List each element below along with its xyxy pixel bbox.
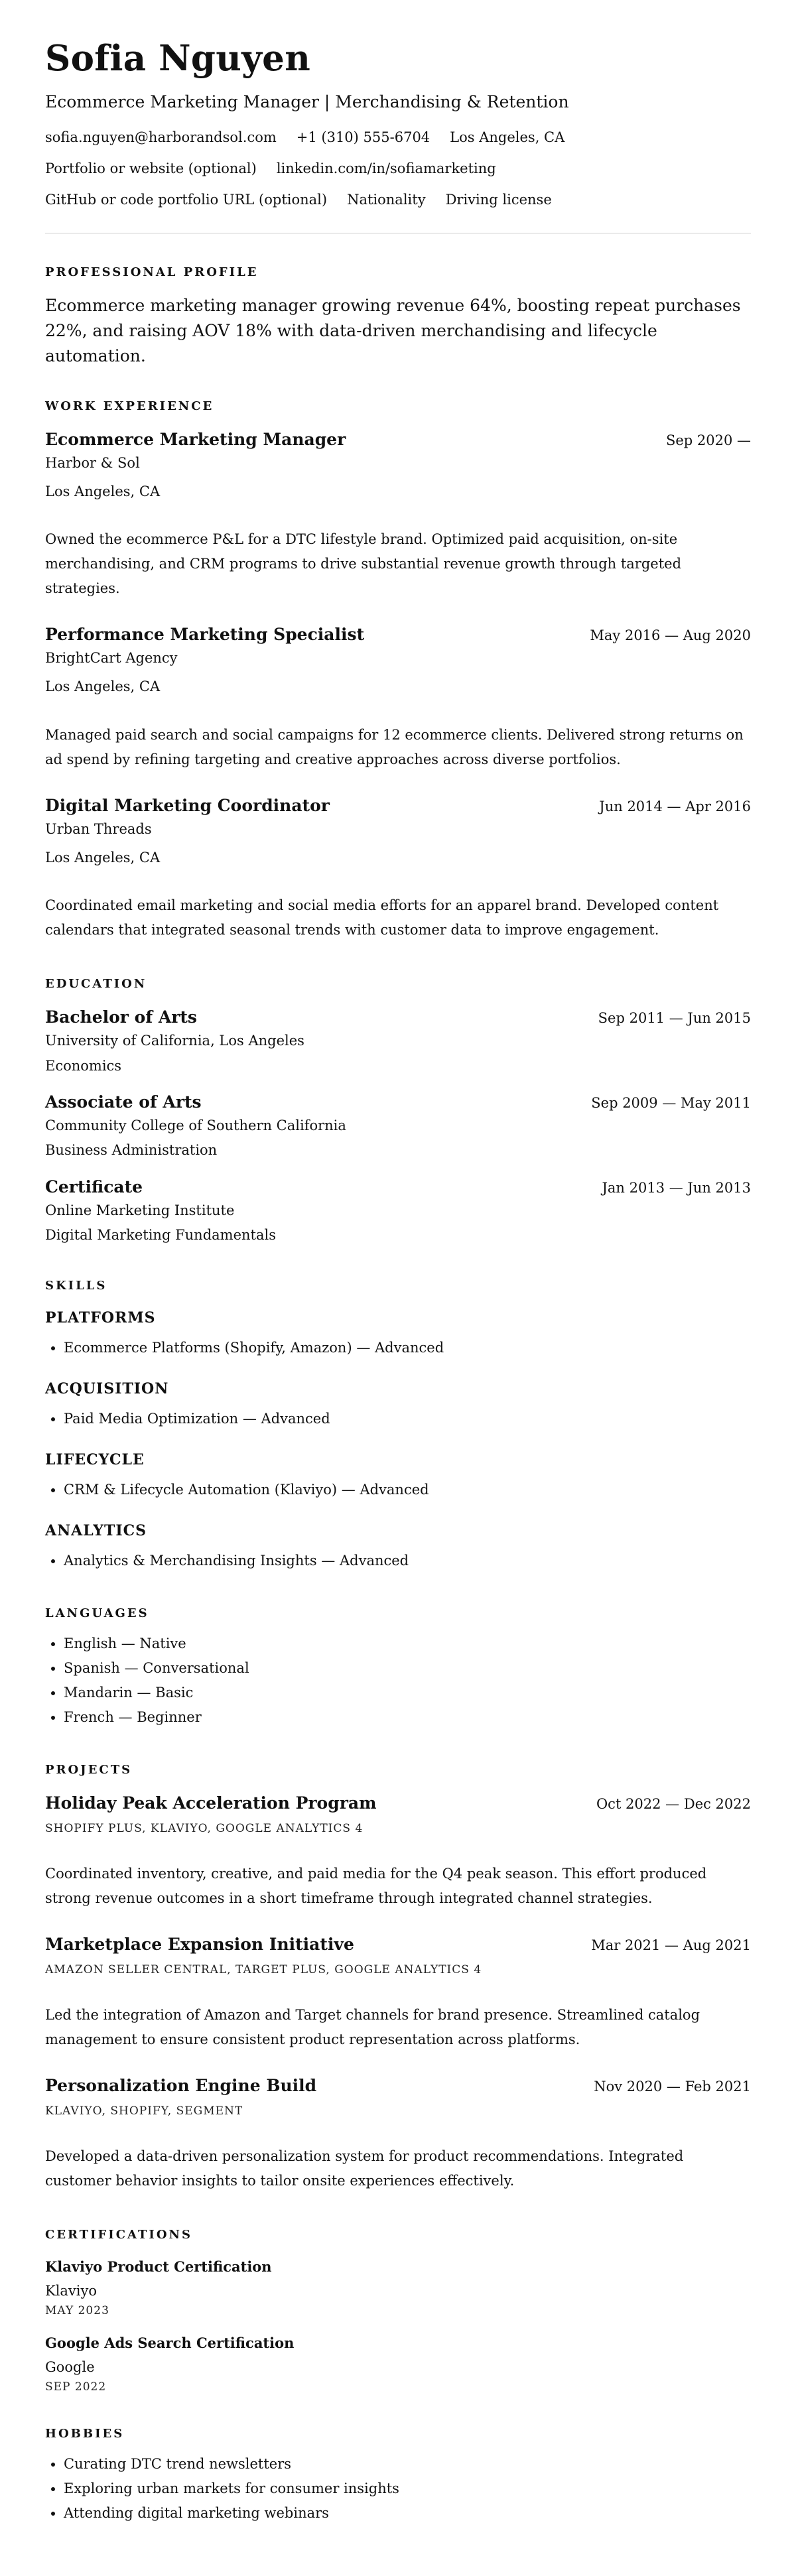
section-title-profile: PROFESSIONAL PROFILE bbox=[45, 265, 259, 279]
job-description: Owned the ecommerce P&L for a DTC lifestyle brand. Optimized paid acquisition, on-site merchandising, and CRM programs to drive substantial revenue growth through targeted strategies. bbox=[45, 531, 682, 597]
contact-line-3 bbox=[45, 192, 751, 208]
skill-category: ACQUISITION bbox=[45, 1380, 169, 1398]
skill-category: LIFECYCLE bbox=[45, 1451, 145, 1469]
contact-location: Los Angeles, CA bbox=[450, 129, 565, 145]
project-tech-stack: KLAVIYO, SHOPIFY, SEGMENT bbox=[45, 2104, 243, 2118]
job-title: Ecommerce Marketing Manager bbox=[45, 429, 346, 449]
certification-name: Google Ads Search Certification bbox=[45, 2335, 295, 2352]
skill-list bbox=[45, 1407, 751, 1431]
project-description: Coordinated inventory, creative, and paid media for the Q4 peak season. This effort produced strong revenue outcomes in a short timeframe through integrated channel strategies. bbox=[45, 1866, 707, 1907]
skill-item: • CRM & Lifecycle Automation (Klaviyo) — Advanced bbox=[64, 1478, 751, 1502]
hobby-item: • Attending digital marketing webinars bbox=[64, 2501, 751, 2526]
education-entry bbox=[45, 1177, 751, 1245]
candidate-headline: Ecommerce Marketing Manager | Merchandising & Retention bbox=[45, 92, 569, 111]
education-school: Community College of Southern California bbox=[45, 1117, 346, 1133]
experience-entry bbox=[45, 625, 751, 772]
contact-driving-license: Driving license bbox=[445, 192, 552, 208]
job-title: Digital Marketing Coordinator bbox=[45, 795, 330, 815]
job-description: Managed paid search and social campaigns for 12 ecommerce clients. Delivered strong returns on ad spend by refining targeting and creative approaches across diverse portfolios. bbox=[45, 726, 744, 767]
section-title-skills: SKILLS bbox=[45, 1279, 107, 1293]
project-name: Personalization Engine Build bbox=[45, 2076, 317, 2096]
hobby-list bbox=[45, 2452, 751, 2526]
contact-nationality: Nationality bbox=[347, 192, 426, 208]
education-field: Economics bbox=[45, 1057, 122, 1074]
certification-entry bbox=[45, 2335, 751, 2394]
contact-github[interactable]: GitHub or code portfolio URL (optional) bbox=[45, 192, 328, 208]
degree-title: Certificate bbox=[45, 1177, 143, 1196]
skill-list bbox=[45, 1549, 751, 1573]
contact-portfolio[interactable]: Portfolio or website (optional) bbox=[45, 161, 257, 177]
project-entry bbox=[45, 1935, 751, 2052]
experience-entry bbox=[45, 796, 751, 943]
degree-title: Bachelor of Arts bbox=[45, 1007, 198, 1027]
job-description: Coordinated email marketing and social media efforts for an apparel brand. Developed content calendars that integrated seasonal trends with customer data to improve engagement. bbox=[45, 897, 719, 938]
job-dates: Jun 2014 — Apr 2016 bbox=[599, 798, 751, 814]
job-location: Los Angeles, CA bbox=[45, 850, 161, 866]
certification-issuer: Klaviyo bbox=[45, 2283, 98, 2299]
education-dates: Jan 2013 — Jun 2013 bbox=[602, 1179, 751, 1196]
certification-issuer: Google bbox=[45, 2359, 95, 2376]
hobby-item: • Exploring urban markets for consumer insights bbox=[64, 2477, 751, 2501]
certification-date: MAY 2023 bbox=[45, 2304, 109, 2318]
project-dates: Mar 2021 — Aug 2021 bbox=[591, 1937, 751, 1954]
skill-item: • Paid Media Optimization — Advanced bbox=[64, 1407, 751, 1431]
degree-title: Associate of Arts bbox=[45, 1092, 202, 1112]
language-item: • English — Native bbox=[64, 1632, 751, 1656]
project-entry bbox=[45, 2076, 751, 2193]
section-title-projects: PROJECTS bbox=[45, 1763, 133, 1777]
skill-item: • Ecommerce Platforms (Shopify, Amazon) — Advanced bbox=[64, 1336, 751, 1360]
contact-line-2 bbox=[45, 161, 751, 177]
language-item: • Mandarin — Basic bbox=[64, 1681, 751, 1705]
education-dates: Sep 2009 — May 2011 bbox=[591, 1094, 751, 1111]
contact-phone[interactable]: +1 (310) 555-6704 bbox=[296, 129, 431, 145]
section-title-hobbies: HOBBIES bbox=[45, 2427, 125, 2441]
project-tech-stack: AMAZON SELLER CENTRAL, TARGET PLUS, GOOGLE ANALYTICS 4 bbox=[45, 1963, 482, 1977]
skill-item: • Analytics & Merchandising Insights — Advanced bbox=[64, 1549, 751, 1573]
education-school: University of California, Los Angeles bbox=[45, 1033, 304, 1049]
language-item: • Spanish — Conversational bbox=[64, 1656, 751, 1681]
job-dates: May 2016 — Aug 2020 bbox=[590, 627, 751, 644]
skill-list bbox=[45, 1478, 751, 1502]
contact-line-1 bbox=[45, 129, 751, 146]
project-description: Developed a data-driven personalization system for product recommendations. Integrated customer behavior insights to tailor onsite experiences effectively. bbox=[45, 2148, 684, 2189]
candidate-name: Sofia Nguyen bbox=[45, 38, 311, 79]
skill-list bbox=[45, 1336, 751, 1360]
certification-name: Klaviyo Product Certification bbox=[45, 2258, 272, 2276]
education-entry bbox=[45, 1092, 751, 1160]
skill-category: PLATFORMS bbox=[45, 1309, 156, 1327]
project-tech-stack: SHOPIFY PLUS, KLAVIYO, GOOGLE ANALYTICS 4 bbox=[45, 1822, 364, 1836]
job-company: Urban Threads bbox=[45, 820, 152, 837]
language-item: • French — Beginner bbox=[64, 1705, 751, 1730]
section-title-languages: LANGUAGES bbox=[45, 1606, 149, 1621]
project-description: Led the integration of Amazon and Target channels for brand presence. Streamlined catalog management to ensure consistent product representation across platforms. bbox=[45, 2007, 700, 2048]
hobby-item: • Curating DTC trend newsletters bbox=[64, 2452, 751, 2477]
job-company: Harbor & Sol bbox=[45, 454, 140, 471]
profile-summary: Ecommerce marketing manager growing revenue 64%, boosting repeat purchases 22%, and raising AOV 18% with data-driven merchandising and lifecycle automation. bbox=[45, 295, 741, 365]
project-dates: Oct 2022 — Dec 2022 bbox=[596, 1796, 751, 1813]
job-title: Performance Marketing Specialist bbox=[45, 625, 365, 645]
skill-category: ANALYTICS bbox=[45, 1522, 147, 1540]
project-name: Marketplace Expansion Initiative bbox=[45, 1935, 354, 1955]
education-field: Digital Marketing Fundamentals bbox=[45, 1226, 276, 1243]
project-entry bbox=[45, 1793, 751, 1911]
section-title-certifications: CERTIFICATIONS bbox=[45, 2228, 192, 2242]
section-title-education: EDUCATION bbox=[45, 977, 147, 992]
certification-entry bbox=[45, 2258, 751, 2317]
education-entry bbox=[45, 1007, 751, 1075]
job-company: BrightCart Agency bbox=[45, 650, 178, 667]
contact-linkedin[interactable]: linkedin.com/in/sofiamarketing bbox=[276, 161, 496, 177]
certification-date: SEP 2022 bbox=[45, 2380, 107, 2394]
job-location: Los Angeles, CA bbox=[45, 483, 161, 499]
job-location: Los Angeles, CA bbox=[45, 678, 161, 695]
project-name: Holiday Peak Acceleration Program bbox=[45, 1793, 377, 1813]
job-dates: Sep 2020 — bbox=[665, 432, 751, 448]
education-dates: Sep 2011 — Jun 2015 bbox=[598, 1010, 751, 1027]
education-school: Online Marketing Institute bbox=[45, 1202, 235, 1218]
section-title-experience: WORK EXPERIENCE bbox=[45, 399, 214, 413]
experience-entry bbox=[45, 430, 751, 602]
language-list bbox=[45, 1632, 751, 1730]
project-dates: Nov 2020 — Feb 2021 bbox=[594, 2079, 751, 2095]
contact-email[interactable]: sofia.nguyen@harborandsol.com bbox=[45, 129, 277, 145]
education-field: Business Administration bbox=[45, 1142, 218, 1159]
